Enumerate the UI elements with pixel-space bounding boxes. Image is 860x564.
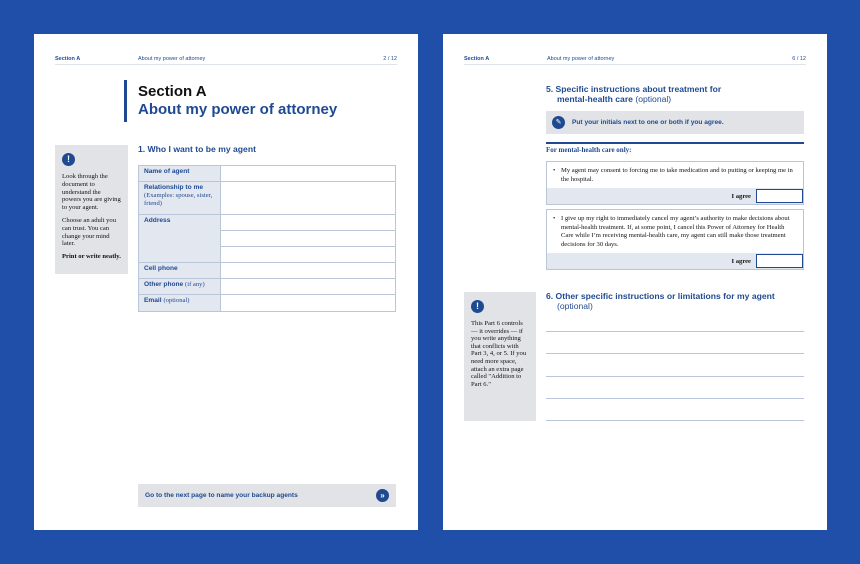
section-rule [546,142,804,144]
question-1-heading: 1. Who I want to be my agent [138,144,256,154]
address-field [221,215,395,262]
form-page-2 [34,34,418,530]
tip-text: Look through the document to understand the powers you are giving to your agent. [62,173,121,212]
relationship-field[interactable] [221,182,395,214]
section-accent-bar [124,80,127,122]
name-field[interactable] [221,166,395,181]
address-line-3[interactable] [221,247,395,262]
consent-item [546,209,804,270]
info-icon: ! [62,153,75,166]
tip-text: This Part 6 controls — it overrides — if you write anything that conflicts with Part 3, 4, or 5. If you need more space, attach an extra page called "Addition to Part 6." [471,320,527,388]
field-note: (if any) [185,281,205,288]
pen-icon: ✎ [552,116,565,129]
form-page-6 [443,34,827,530]
form-row-other-phone [139,279,395,295]
form-row-address [139,215,395,263]
info-icon: ! [471,300,484,313]
consent-item [546,161,804,205]
cell-phone-field[interactable] [221,263,395,278]
field-label: Cell phone [139,263,221,278]
field-note: (Examples: spouse, sister, friend) [144,192,213,207]
write-line[interactable] [546,398,804,399]
write-line[interactable] [546,376,804,377]
header-page-number: 6 / 12 [792,56,806,62]
consent-text: • I give up my right to immediately cancel my agent’s authority to make decisions about mental-health treatment. If, at some point, I cancel this Power of Attorney for Health Care while I’m receiving mental-health care, my agent can still make those treatment decisions for 30 days. [553,215,790,248]
tip-sidebar [55,145,128,274]
tip-text: Choose an adult you can trust. You can change your mind later. [62,216,117,248]
agree-label: I agree [731,192,751,200]
field-label: Name of agent [139,166,221,181]
section-subtitle: About my power of attorney [138,101,338,118]
tip-text: Print or write neatly. [62,253,121,261]
email-field[interactable] [221,295,395,311]
initials-input[interactable] [756,189,803,203]
agree-label: I agree [731,257,751,265]
field-label: Email (optional) [139,295,221,311]
address-line-1[interactable] [221,215,395,231]
other-phone-field[interactable] [221,279,395,294]
agree-row [547,188,803,204]
header-page-number: 2 / 12 [383,56,397,62]
header-section: Section A [464,56,490,62]
next-page-text: Go to the next page to name your backup agents [145,492,298,499]
header-divider [464,64,806,65]
section-title: Section A [138,83,207,100]
question-5-heading: 5. Specific instructions about treatment for mental-health care (optional) [546,84,722,104]
address-line-2[interactable] [221,231,395,247]
form-row-email [139,295,395,311]
initials-instruction [546,111,804,134]
write-line[interactable] [546,331,804,332]
field-label: Relationship to me (Examples: spouse, sister, friend) [139,182,221,214]
field-note: (optional) [163,297,190,304]
header-title: About my power of attorney [547,56,615,62]
tip-sidebar [464,292,536,421]
instruction-text: Put your initials next to one or both if you agree. [572,119,724,126]
agent-form [138,165,396,312]
agree-row [547,253,803,269]
header-section: Section A [55,56,81,62]
form-row-cell [139,263,395,279]
header-title: About my power of attorney [138,56,206,62]
field-label: Other phone (if any) [139,279,221,294]
write-line[interactable] [546,353,804,354]
question-6-heading: 6. Other specific instructions or limitations for my agent (optional) [546,291,775,311]
next-page-bar[interactable] [138,484,396,507]
form-row-relationship [139,182,395,215]
mental-health-label: For mental-health care only: [546,146,632,154]
chevron-right-icon[interactable]: » [376,489,389,502]
form-row-name [139,166,395,182]
write-line[interactable] [546,420,804,421]
field-label: Address [139,215,221,262]
header-divider [55,64,397,65]
initials-input[interactable] [756,254,803,268]
consent-text: • My agent may consent to forcing me to take medication and to putting or keeping me in the hospital. [553,167,793,183]
